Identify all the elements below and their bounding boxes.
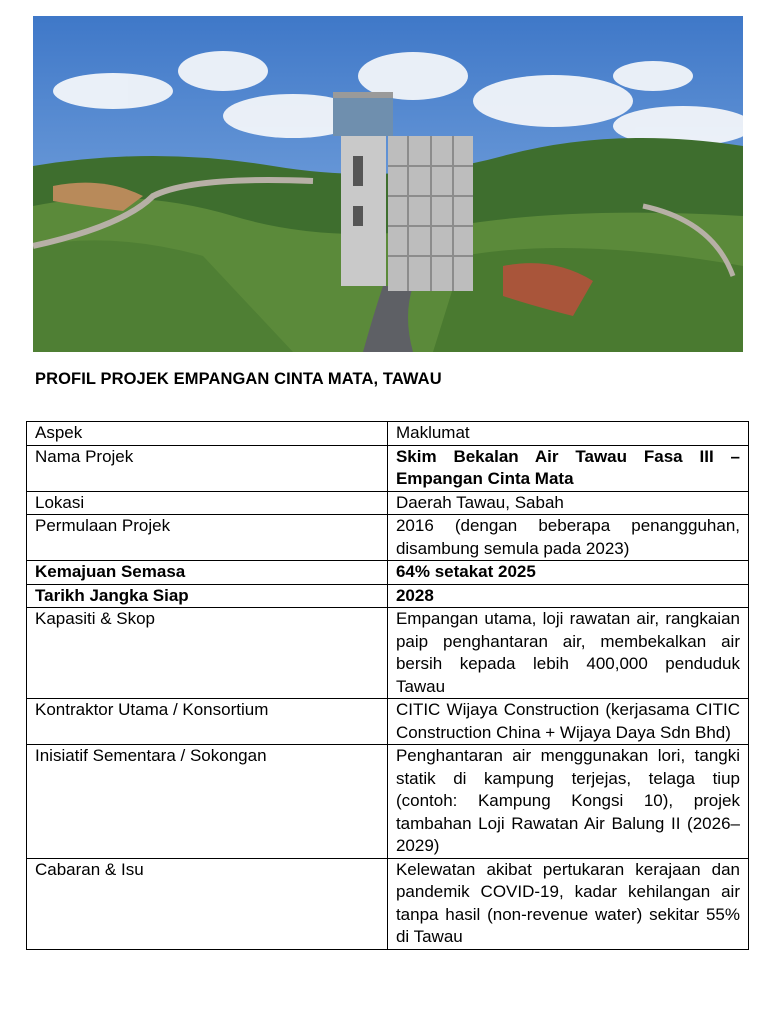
row-info: CITIC Wijaya Construction (kerjasama CITIC Construction China + Wijaya Daya Sdn Bhd) [387,699,748,745]
table-row [27,515,749,561]
row-info: 2028 [387,584,748,608]
dam-photo [33,16,743,352]
row-aspect: Kemajuan Semasa [27,561,388,585]
row-aspect: Permulaan Projek [27,515,388,561]
row-info: Skim Bekalan Air Tawau Fasa III – Empangan Cinta Mata [387,445,748,491]
row-aspect: Cabaran & Isu [27,858,388,949]
table-row [27,608,749,699]
project-profile-table [26,421,749,950]
row-info: 2016 (dengan beberapa penangguhan, disambung semula pada 2023) [387,515,748,561]
table-row [27,858,749,949]
row-info: Kelewatan akibat pertukaran kerajaan dan pandemik COVID-19, kadar kehilangan air tanpa hasil (non-revenue water) sekitar 55% di Tawau [387,858,748,949]
row-aspect: Inisiatif Sementara / Sokongan [27,745,388,859]
page-title: PROFIL PROJEK EMPANGAN CINTA MATA, TAWAU [35,370,442,388]
table-row [27,584,749,608]
row-info: Daerah Tawau, Sabah [387,491,748,515]
row-aspect: Nama Projek [27,445,388,491]
table-row [27,445,749,491]
row-aspect: Lokasi [27,491,388,515]
header-aspect: Aspek [27,422,388,446]
row-info: 64% setakat 2025 [387,561,748,585]
table-row [27,561,749,585]
table-row [27,745,749,859]
row-aspect: Kontraktor Utama / Konsortium [27,699,388,745]
table-row [27,491,749,515]
row-aspect: Tarikh Jangka Siap [27,584,388,608]
table-header-row [27,422,749,446]
row-info: Penghantaran air menggunakan lori, tangki statik di kampung terjejas, telaga tiup (contoh: Kampung Kongsi 10), projek tambahan Loji Rawatan Air Balung II (2026–2029) [387,745,748,859]
header-info: Maklumat [387,422,748,446]
table-row [27,699,749,745]
row-info: Empangan utama, loji rawatan air, rangkaian paip penghantaran air, membekalkan air bersih kepada lebih 400,000 penduduk Tawau [387,608,748,699]
row-aspect: Kapasiti & Skop [27,608,388,699]
